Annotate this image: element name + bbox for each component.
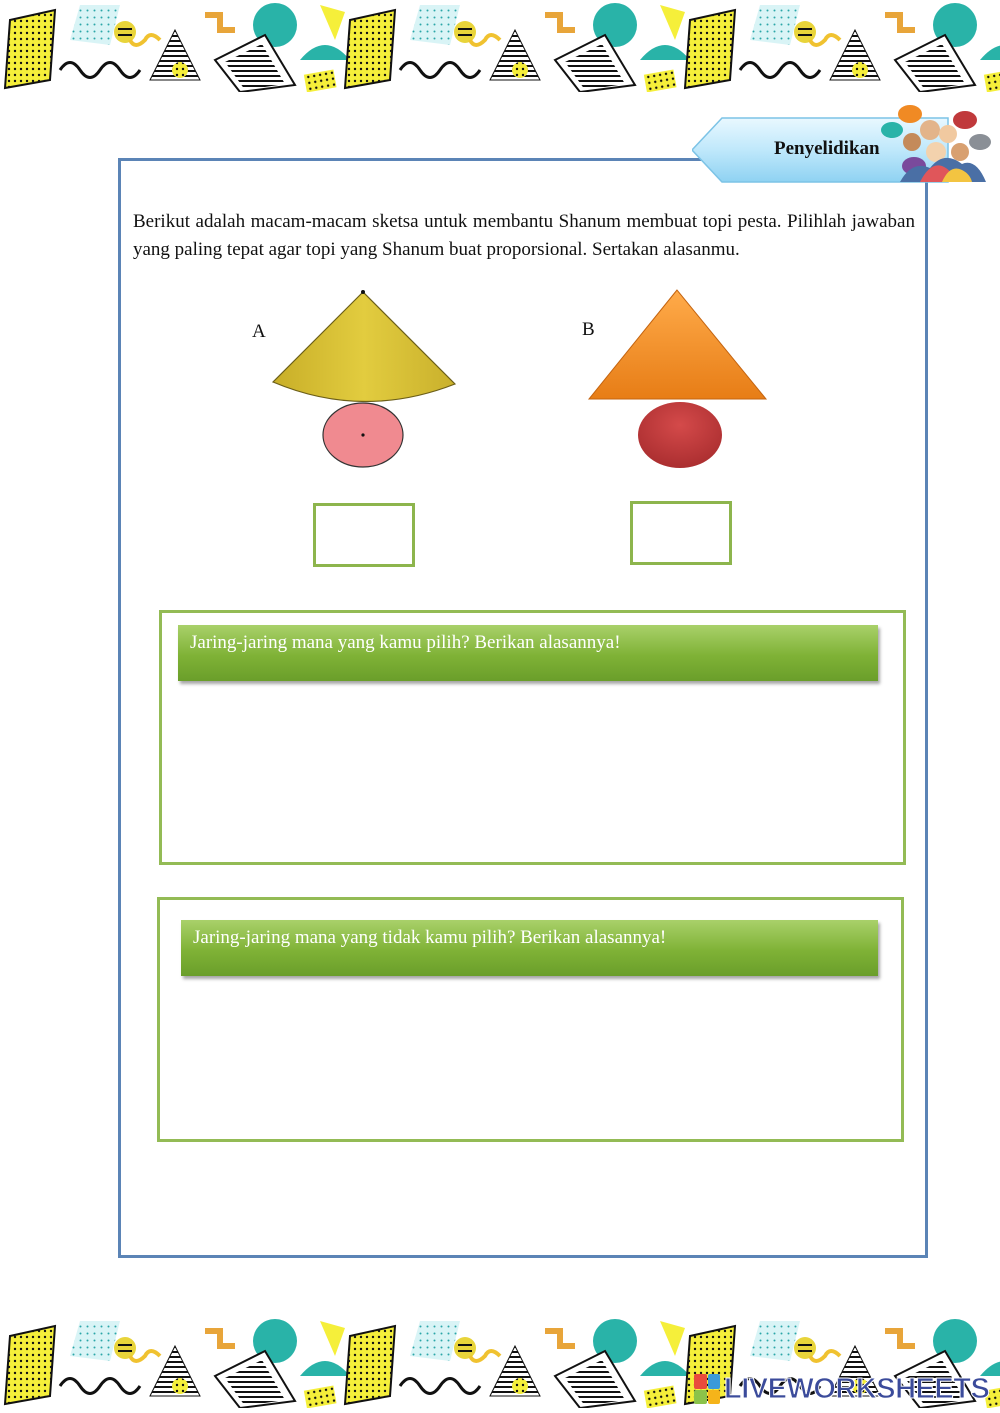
- sketch-a-base-circle: [323, 403, 403, 467]
- option-b-answer-box[interactable]: [630, 501, 732, 565]
- instruction-text: Berikut adalah macam-macam sketsa untuk membantu Shanum membuat topi pesta. Pilihlah jawaban yang paling tepat agar topi yang Shanum buat proporsional. Sertakan alasanmu.: [133, 211, 915, 260]
- sketch-b-triangle-net: [589, 290, 766, 399]
- question-1-prompt: Jaring-jaring mana yang kamu pilih? Berikan alasannya!: [178, 625, 878, 681]
- hat-sketches: [0, 0, 1000, 600]
- liveworksheets-logo-icon: [694, 1374, 720, 1404]
- sketch-b-base-oval: [638, 402, 722, 468]
- question-2-answer-area[interactable]: [178, 985, 888, 1130]
- sketch-a-cone-net: [273, 290, 455, 402]
- option-a-answer-box[interactable]: [313, 503, 415, 567]
- question-1-answer-area[interactable]: [178, 690, 888, 850]
- question-2-prompt: Jaring-jaring mana yang tidak kamu pilih? Berikan alasannya!: [181, 920, 878, 976]
- watermark-text: LIVEWORKSHEETS: [724, 1372, 990, 1405]
- liveworksheets-watermark: [694, 1372, 989, 1406]
- option-b-label: B: [582, 319, 595, 340]
- section-tag-label: Penyelidikan: [774, 138, 880, 159]
- option-a-label: A: [252, 321, 266, 342]
